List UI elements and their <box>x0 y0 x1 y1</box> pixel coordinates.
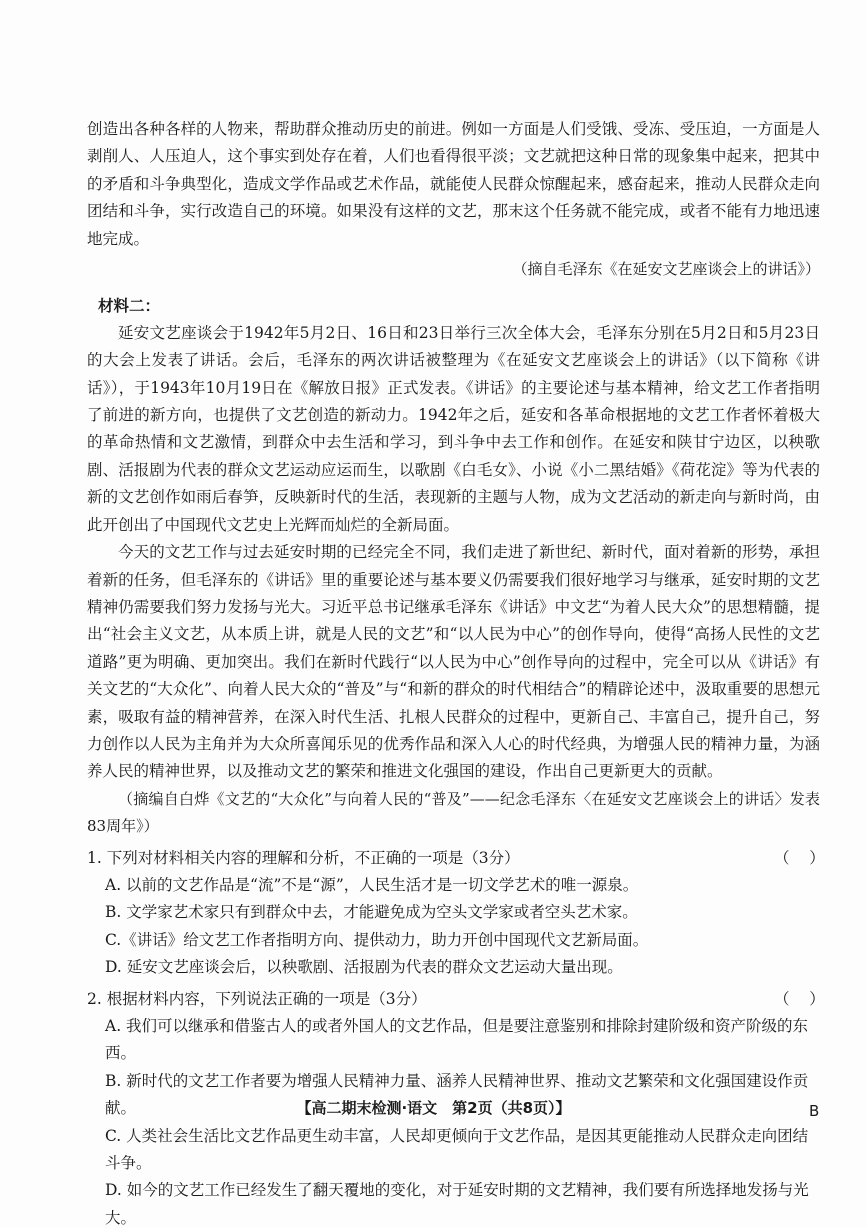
question-2-option-c: C. 人类社会生活比文艺作品更生动丰富，人民却更倾向于文艺作品，是因其更能推动人民群众走向团结斗争。 <box>105 1126 809 1173</box>
question-1-answer-blank[interactable]: （ ） <box>774 848 825 867</box>
question-1 <box>87 845 825 982</box>
question-1-stem: 1. 下列对材料相关内容的理解和分析，不正确的一项是（3分） <box>87 848 520 867</box>
material2-source: （摘编自白烨《文艺的“大众化”与向着人民的“普及”——纪念毛泽东〈在延安文艺座谈会上的讲话〉发表83周年》） <box>87 789 820 836</box>
question-1-option-a: A. 以前的文艺作品是“流”不是“源”，人民生活才是一切文学艺术的唯一源泉。 <box>105 875 639 894</box>
question-1-option-c: C.《讲话》给文艺工作者指明方向、提供动力，助力开创中国现代文艺新局面。 <box>105 930 649 949</box>
question-1-option-b: B. 文学家艺术家只有到群众中去，才能避免成为空头文学家或者空头艺术家。 <box>105 903 638 922</box>
material1-source: （摘自毛泽东《在延安文艺座谈会上的讲话》） <box>512 260 820 279</box>
question-2-option-a: A. 我们可以继承和借鉴古人的或者外国人的文艺作品，但是要注意鉴别和排除封建阶级和资产阶级的东西。 <box>105 1017 809 1063</box>
page-footer: 【高二期末检测·语文 第2页（共8页）】 <box>296 1099 571 1117</box>
material2-paragraph-1: 延安文艺座谈会于1942年5月2日、16日和23日举行三次全体大会，毛泽东分别在5月2日和5月23日的大会上发表了讲话。会后，毛泽东的两次讲话被整理为《在延安文艺座谈会上的讲话》（以下简称《讲话》），于1943年10月19日在《解放日报》正式发表。《讲话》的主要论述与基本精神，给文艺工作者指明了前进的新方向，也提供了文艺创造的新动力。1942年之后，延安和各革命根据地的文艺工作者怀着极大的革命热情和文艺激情，到群众中去生活和学习，到斗争中去工作和创作。在延安和陕甘宁边区，以秧歌剧、活报剧为代表的群众文艺运动应运而生，以歌剧《白毛女》、小说《小二黑结婚》《荷花淀》等为代表的新的文艺创作如雨后春笋，反映新时代的生活，表现新的主题与人物，成为文艺活动的新走向与新时尚，由此开创出了中国现代文艺史上光辉而灿烂的全新局面。 <box>87 323 820 534</box>
question-1-option-d: D. 延安文艺座谈会后，以秧歌剧、活报剧为代表的群众文艺运动大量出现。 <box>105 958 623 977</box>
question-2-stem: 2. 根据材料内容，下列说法正确的一项是（3分） <box>87 989 427 1008</box>
question-2-answer-blank[interactable]: （ ） <box>774 989 825 1008</box>
paper-version-label: B <box>809 1102 820 1120</box>
question-2-option-d: D. 如今的文艺工作已经发生了翻天覆地的变化，对于延安时期的文艺精神，我们要有所选择地发扬与光大。 <box>105 1181 809 1227</box>
question-2-option-b: B. 新时代的文艺工作者要为增强人民精神力量、涵养人民精神世界、推动文艺繁荣和文化强国建设作贡献。 <box>105 1071 809 1118</box>
material1-continuation: 创造出各种各样的人物来，帮助群众推动历史的前进。例如一方面是人们受饿、受冻、受压迫，一方面是人剥削人、人压迫人，这个事实到处存在着，人们也看得很平淡；文艺就把这种日常的现象集中起来，把其中的矛盾和斗争典型化，造成文学作品或艺术作品，就能使人民群众惊醒起来，感奋起来，推动人民群众走向团结和斗争，实行改造自己的环境。如果没有这样的文艺，那末这个任务就不能完成，或者不能有力地迅速地完成。 <box>87 120 820 248</box>
page-content <box>87 116 825 1232</box>
material2-paragraph-2: 今天的文艺工作与过去延安时期的已经完全不同，我们走进了新世纪、新时代，面对着新的形势，承担着新的任务，但毛泽东的《讲话》里的重要论述与基本要义仍需要我们很好地学习与继承，延安时期的文艺精神仍需要我们努力发扬与光大。习近平总书记继承毛泽东《讲话》中文艺“为着人民大众”的思想精髓，提出“社会主义文艺，从本质上讲，就是人民的文艺”和“以人民为中心”的创作导向，使得“高扬人民性的文艺道路”更为明确、更加突出。我们在新时代践行“以人民为中心”创作导向的过程中，完全可以从《讲话》有关文艺的“大众化”、向着人民大众的“普及”与“和新的群众的时代相结合”的精辟论述中，汲取重要的思想元素，吸取有益的精神营养，在深入时代生活、扎根人民群众的过程中，更新自己、丰富自己，提升自己，努力创作以人民为主角并为大众所喜闻乐见的优秀作品和深入人心的时代经典，为增强人民的精神力量，为涵养人民的精神世界，以及推动文艺的繁荣和推进文化强国的建设，作出自己更新更大的贡献。 <box>87 543 820 781</box>
material2-title: 材料二： <box>98 296 161 316</box>
